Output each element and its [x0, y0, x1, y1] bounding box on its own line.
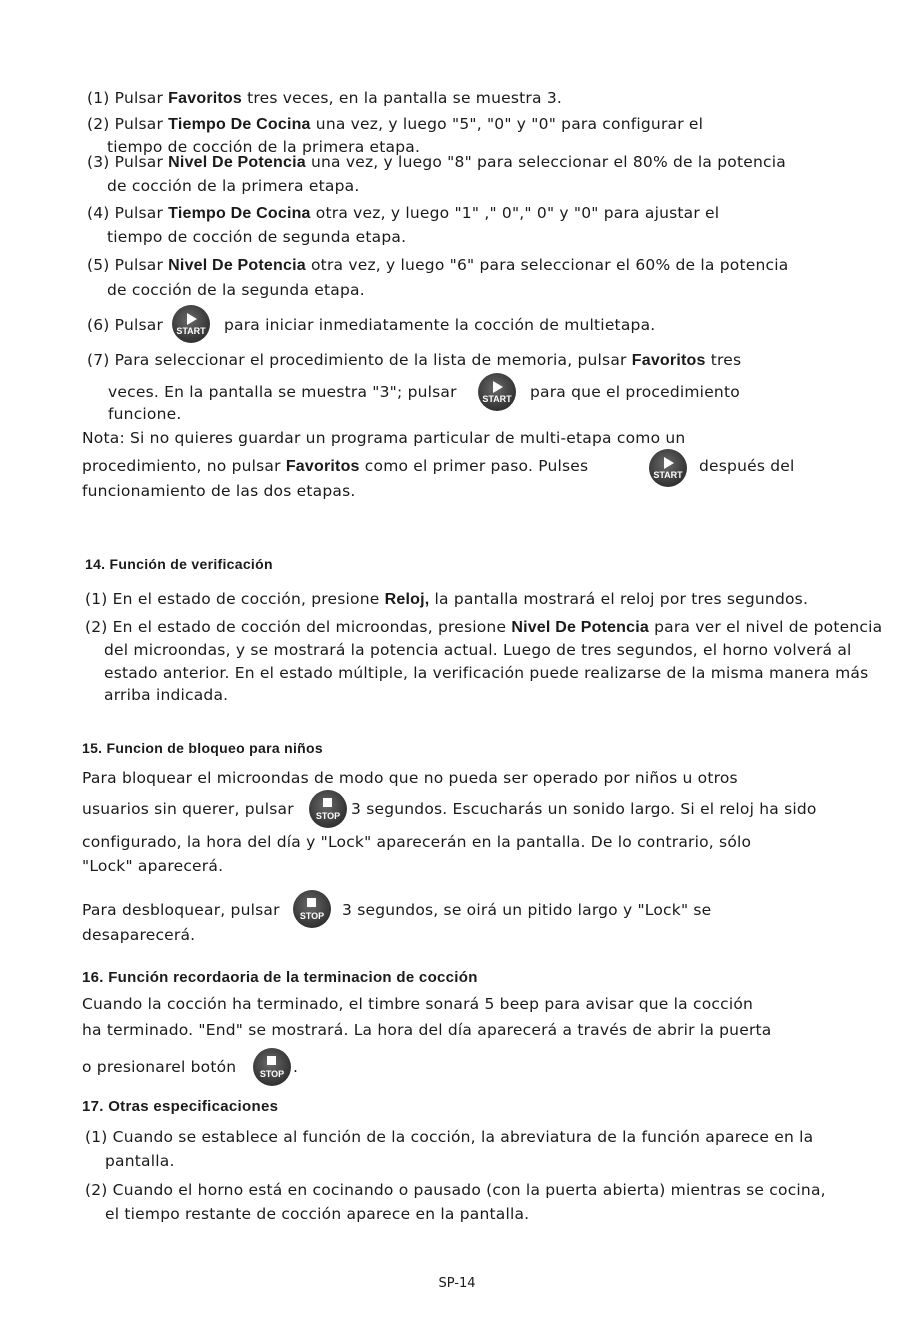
s14-line-4: estado anterior. En el estado múltiple, la verificación puede realizarse de la misma manera más: [104, 664, 869, 682]
step-7-cont-a: veces. En la pantalla se muestra "3"; pulsar: [108, 383, 457, 401]
step-3: (3) Pulsar Nivel De Potencia una vez, y luego "8" para seleccionar el 80% de la potencia: [87, 153, 786, 171]
section-14-title: 14. Función de verificación: [85, 556, 273, 572]
section-16-title: 16. Función recordaoria de la terminacion de cocción: [82, 969, 478, 986]
step-4-cont: tiempo de cocción de segunda etapa.: [107, 228, 407, 246]
s16-line-1: Cuando la cocción ha terminado, el timbre sonará 5 beep para avisar que la cocción: [82, 995, 754, 1013]
note-line-2-end: después del: [699, 457, 795, 475]
note-line-3: funcionamiento de las dos etapas.: [82, 482, 356, 500]
s15-line-2b: 3 segundos. Escucharás un sonido largo. Si el reloj ha sido: [351, 800, 817, 818]
s16-line-3b: .: [293, 1058, 299, 1076]
s16-line-3a: o presionarel botón: [82, 1058, 237, 1076]
step-1: (1) Pulsar Favoritos tres veces, en la pantalla se muestra 3.: [87, 89, 563, 107]
s15-line-1: Para bloquear el microondas de modo que no pueda ser operado por niños u otros: [82, 769, 738, 787]
s17-line-2: pantalla.: [105, 1152, 175, 1170]
step-3-cont: de cocción de la primera etapa.: [107, 177, 360, 195]
s14-line-1: (1) En el estado de cocción, presione Reloj, la pantalla mostrará el reloj por tres segundos.: [85, 590, 809, 608]
s14-line-5: arriba indicada.: [104, 686, 229, 704]
step-7-cont-c: funcione.: [108, 405, 182, 423]
stop-button-icon: STOP: [309, 790, 347, 828]
stop-button-icon: STOP: [293, 890, 331, 928]
step-7-cont-b: para que el procedimiento: [530, 383, 740, 401]
s15-line-4: "Lock" aparecerá.: [82, 857, 224, 875]
step-6-b: para iniciar inmediatamente la cocción de multietapa.: [224, 316, 656, 334]
s17-line-4: el tiempo restante de cocción aparece en la pantalla.: [105, 1205, 530, 1223]
step-2: (2) Pulsar Tiempo De Cocina una vez, y luego "5", "0" y "0" para configurar el: [87, 115, 704, 133]
section-17-title: 17. Otras especificaciones: [82, 1098, 279, 1115]
start-button-icon: START: [649, 449, 687, 487]
step-7: (7) Para seleccionar el procedimiento de la lista de memoria, pulsar Favoritos tres: [87, 351, 742, 369]
s15-line-5b: 3 segundos, se oirá un pitido largo y "Lock" se: [342, 901, 712, 919]
s17-line-3: (2) Cuando el horno está en cocinando o pausado (con la puerta abierta) mientras se cocina,: [85, 1181, 826, 1199]
step-4: (4) Pulsar Tiempo De Cocina otra vez, y luego "1" ," 0"," 0" y "0" para ajustar el: [87, 204, 720, 222]
stop-button-icon: STOP: [253, 1048, 291, 1086]
s14-line-3: del microondas, y se mostrará la potencia actual. Luego de tres segundos, el horno volverá al: [104, 641, 852, 659]
start-button-icon: START: [478, 373, 516, 411]
s14-line-2: (2) En el estado de cocción del microondas, presione Nivel De Potencia para ver el nivel de potencia: [85, 618, 883, 636]
section-15-title: 15. Funcion de bloqueo para niños: [82, 740, 323, 756]
s15-line-2a: usuarios sin querer, pulsar: [82, 800, 294, 818]
note-line-2: procedimiento, no pulsar Favoritos como el primer paso. Pulses: [82, 457, 589, 475]
s15-line-6: desaparecerá.: [82, 926, 196, 944]
page-number: SP-14: [438, 1276, 476, 1291]
step-2-cont: tiempo de cocción de la primera etapa.: [107, 138, 421, 156]
note-line-1: Nota: Si no quieres guardar un programa particular de multi-etapa como un: [82, 429, 686, 447]
s15-line-5a: Para desbloquear, pulsar: [82, 901, 280, 919]
s15-line-3: configurado, la hora del día y "Lock" aparecerán en la pantalla. De lo contrario, sólo: [82, 833, 752, 851]
s17-line-1: (1) Cuando se establece al función de la cocción, la abreviatura de la función aparece en la: [85, 1128, 814, 1146]
start-button-icon: START: [172, 305, 210, 343]
step-5-cont: de cocción de la segunda etapa.: [107, 281, 365, 299]
step-6-a: (6) Pulsar: [87, 316, 164, 334]
step-5: (5) Pulsar Nivel De Potencia otra vez, y luego "6" para seleccionar el 60% de la potencia: [87, 256, 789, 274]
s16-line-2: ha terminado. "End" se mostrará. La hora del día aparecerá a través de abrir la puerta: [82, 1021, 772, 1039]
